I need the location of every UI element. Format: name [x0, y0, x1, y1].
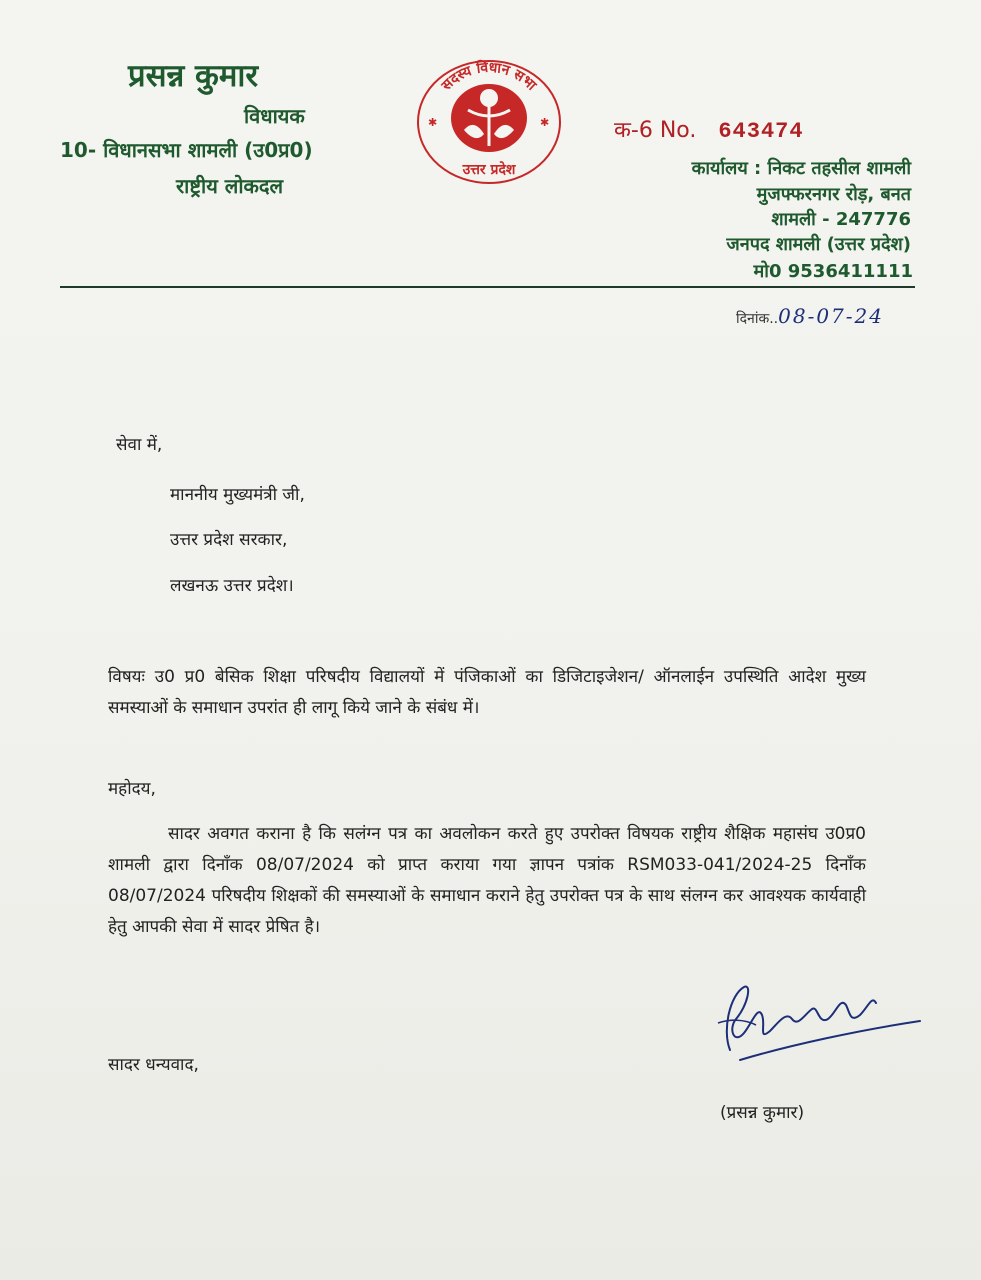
recipient-line3: लखनऊ उत्तर प्रदेश। — [170, 576, 294, 596]
signature-image — [700, 975, 930, 1074]
signatory-name: (प्रसन्न कुमार) — [720, 1103, 805, 1123]
salutation: महोदय, — [108, 779, 156, 799]
emblem-top-text: सदस्य विधान सभा — [438, 59, 540, 94]
party-name: राष्ट्रीय लोकदल — [176, 174, 284, 198]
reference-number — [614, 114, 804, 144]
mla-name: प्रसन्न कुमार — [128, 58, 259, 94]
office-address-line4: जनपद शामली (उत्तर प्रदेश) — [726, 234, 911, 255]
office-address-line2: मुजफ्फरनगर रोड़, बनत — [756, 184, 911, 205]
recipient-greeting: सेवा में, — [116, 435, 163, 455]
body-paragraph: सादर अवगत कराना है कि सलंग्न पत्र का अवलोकन करते हुए उपरोक्त विषयक राष्ट्रीय शैक्षिक महासंघ उ0प्र0 शामली द्वारा दिनाँक 08/07/2024 को प्राप्त कराया गया ज्ञापन पत्रांक RSM033-041/2024-25 दिनाँक 08/07/2024 परिषदीय शिक्षकों की समस्याओं के समाधान कराने हेतु उपरोक्त पत्र के साथ संलग्न कर आवश्यक कार्यवाही हेतु आपकी सेवा में सादर प्रेषित है। — [108, 824, 866, 937]
ref-serial: 643474 — [718, 119, 804, 144]
mobile-number: मो0 9536411111 — [753, 261, 913, 282]
closing: सादर धन्यवाद, — [108, 1055, 199, 1075]
svg-text:✱: ✱ — [540, 116, 550, 129]
date-line: दिनांक..08-07-24 — [736, 304, 884, 328]
office-address-line1: कार्यालय : निकट तहसील शामली — [691, 158, 911, 179]
date-label: दिनांक — [736, 311, 770, 327]
ref-prefix: क-6 No. — [614, 118, 697, 143]
svg-text:✱: ✱ — [428, 116, 438, 129]
constituency: 10- विधानसभा शामली (उ0प्र0) — [60, 138, 313, 162]
emblem-bottom-text: उत्तर प्रदेश — [462, 162, 516, 178]
mla-designation: विधायक — [244, 104, 305, 128]
recipient-line1: माननीय मुख्यमंत्री जी, — [170, 485, 305, 505]
state-emblem-icon — [414, 58, 564, 192]
header-divider — [60, 286, 915, 288]
recipient-line2: उत्तर प्रदेश सरकार, — [170, 530, 288, 550]
subject-paragraph: विषयः उ0 प्र0 बेसिक शिक्षा परिषदीय विद्यालयों में पंजिकाओं का डिजिटाइजेशन/ ऑनलाईन उपस्थिति आदेश मुख्य समस्याओं के समाधान उपरांत ही लागू किये जाने के संबंध में। — [108, 667, 866, 718]
handwritten-date: 08-07-24 — [778, 304, 884, 328]
office-address-line3: शामली - 247776 — [771, 209, 911, 230]
